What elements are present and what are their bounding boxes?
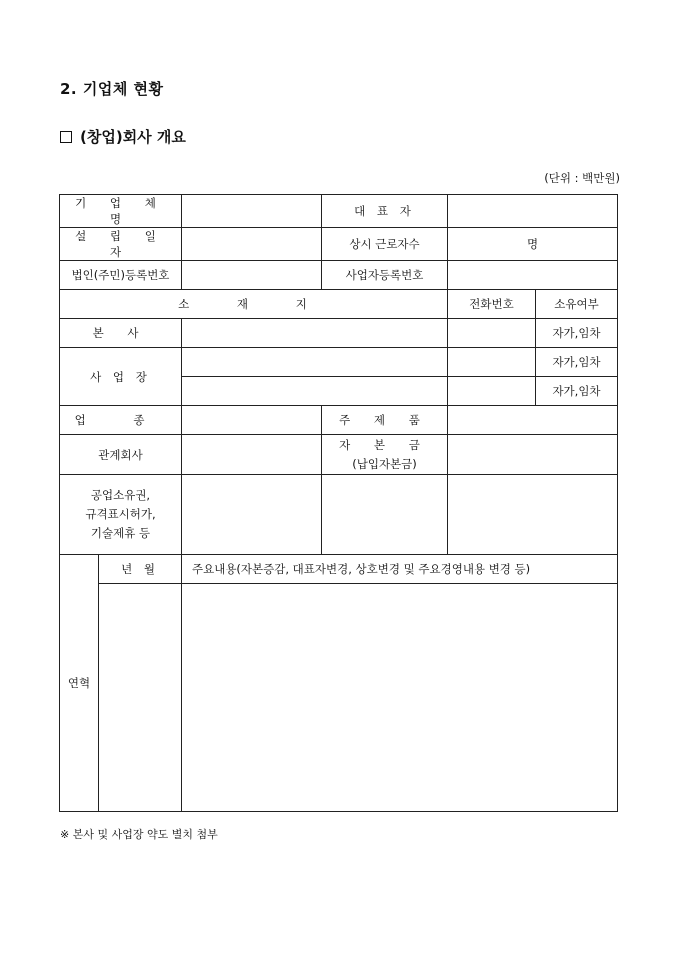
representative-label: 대 표 자 [322, 195, 448, 228]
unit-label: (단위 : 백만원) [544, 171, 620, 185]
ip-field-3[interactable] [448, 475, 618, 555]
company-overview-table [59, 194, 618, 812]
history-year-month-field[interactable] [99, 584, 182, 812]
ip-field-1[interactable] [182, 475, 322, 555]
affiliate-field[interactable] [182, 435, 322, 475]
capital-label-sub: (납입자본금) [352, 456, 417, 471]
capital-label-main: 자 본 금 [339, 437, 430, 452]
industry-field[interactable] [182, 406, 322, 435]
workplace-phone-field-1[interactable] [448, 348, 536, 377]
section-heading: 2. 기업체 현황 [60, 80, 164, 98]
head-office-label: 본 사 [60, 319, 182, 348]
workplace-address-field-2[interactable] [182, 377, 448, 406]
ip-label-line-2: 규격표시허가, [85, 507, 156, 521]
corp-reg-field[interactable] [182, 261, 322, 290]
capital-label [322, 435, 448, 475]
capital-field[interactable] [448, 435, 618, 475]
subsection-heading-text: (창업)회사 개요 [80, 128, 186, 146]
workplace-label: 사 업 장 [60, 348, 182, 406]
ip-label-line-1: 공업소유권, [90, 488, 151, 502]
corp-reg-label: 법인(주민)등록번호 [60, 261, 182, 290]
location-header: 소 재 지 [60, 290, 448, 319]
ip-label-line-3: 기술제휴 등 [90, 526, 151, 540]
employees-unit: 명 [526, 237, 539, 251]
workplace-address-field-1[interactable] [182, 348, 448, 377]
workplace-phone-field-2[interactable] [448, 377, 536, 406]
phone-header: 전화번호 [448, 290, 536, 319]
industry-label: 업 종 [60, 406, 182, 435]
company-name-label: 기 업 체 명 [60, 195, 182, 228]
employees-label: 상시 근로자수 [322, 228, 448, 261]
history-content-header: 주요내용(자본증감, 대표자변경, 상호변경 및 주요경영내용 변경 등) [182, 555, 618, 584]
ownership-header: 소유여부 [536, 290, 618, 319]
ip-field-2[interactable] [322, 475, 448, 555]
head-office-ownership[interactable]: 자가,임차 [536, 319, 618, 348]
year-month-header: 년 월 [99, 555, 182, 584]
affiliate-label: 관계회사 [60, 435, 182, 475]
checkbox-icon [60, 131, 72, 143]
biz-reg-field[interactable] [448, 261, 618, 290]
founding-date-field[interactable] [182, 228, 322, 261]
history-content-field[interactable] [182, 584, 618, 812]
history-label: 연혁 [60, 555, 99, 812]
subsection-heading [60, 126, 186, 147]
footnote: ※ 본사 및 사업장 약도 별치 첨부 [60, 828, 218, 841]
head-office-address-field[interactable] [182, 319, 448, 348]
biz-reg-label: 사업자등록번호 [322, 261, 448, 290]
head-office-phone-field[interactable] [448, 319, 536, 348]
workplace-ownership-2[interactable]: 자가,임차 [536, 377, 618, 406]
main-product-field[interactable] [448, 406, 618, 435]
main-product-label: 주 제 품 [322, 406, 448, 435]
founding-date-label: 설 립 일 자 [60, 228, 182, 261]
company-name-field[interactable] [182, 195, 322, 228]
ip-label [60, 475, 182, 555]
employees-field[interactable] [448, 228, 618, 261]
representative-field[interactable] [448, 195, 618, 228]
workplace-ownership-1[interactable]: 자가,임차 [536, 348, 618, 377]
